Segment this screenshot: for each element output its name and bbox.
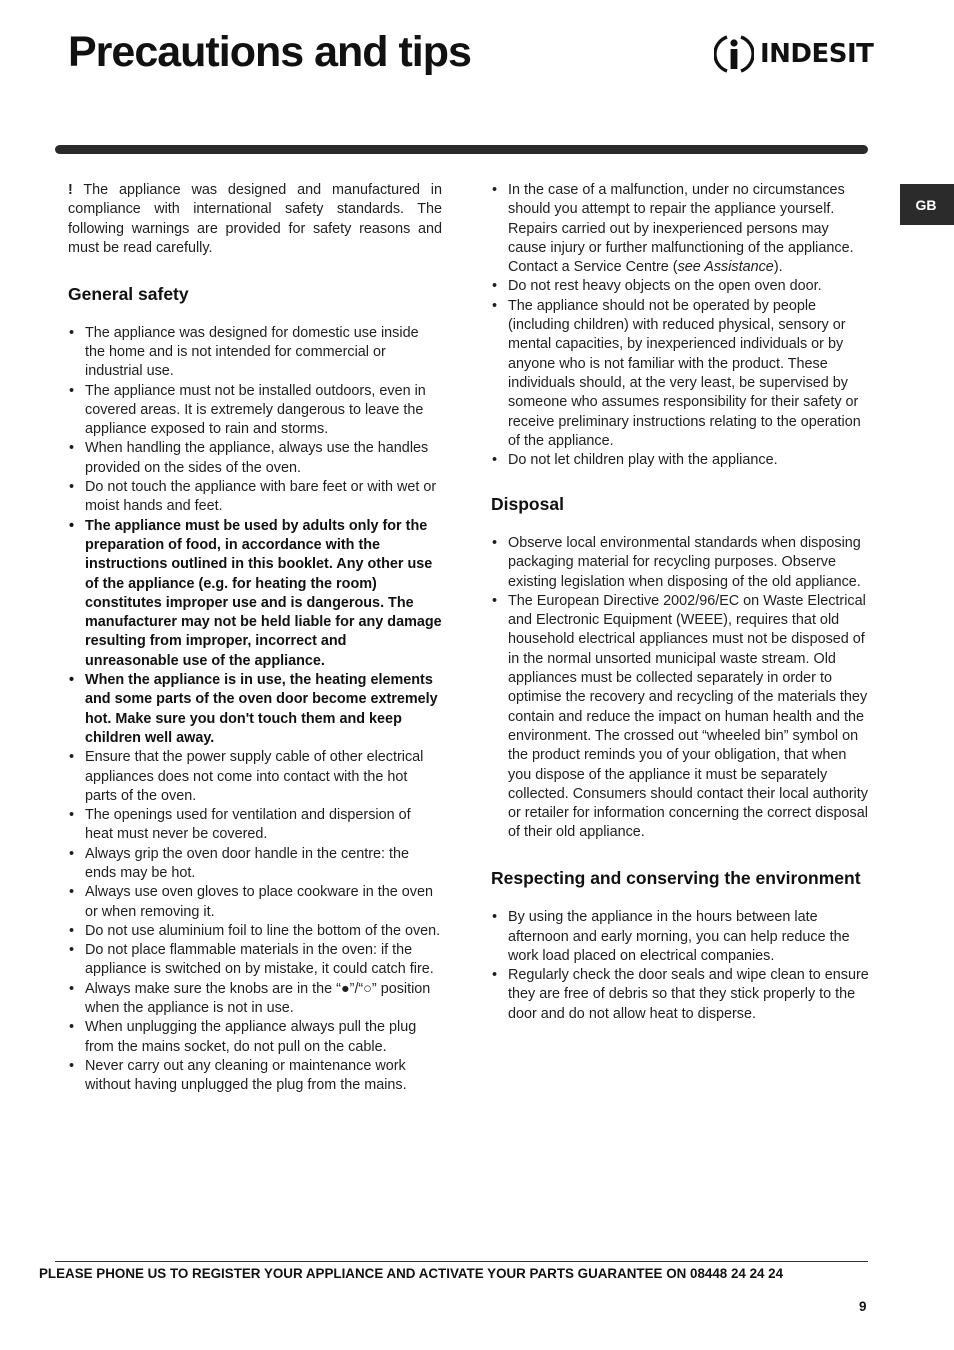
intro-paragraph (68, 181, 442, 258)
malfunction-text: In the case of a malfunction, under no circumstances should you attempt to repair the appliance yourself. Repairs carried out by inexperienced persons may cause injury or further malfunctioning of the appliance. Contact a Service Centre ( (508, 182, 854, 276)
header-divider (55, 145, 868, 154)
list-item: • Ensure that the power supply cable of other electrical appliances does not come into contact with the hot parts of the oven. (68, 748, 442, 806)
list-item: • Always make sure the knobs are in the “●”/“○” position when the appliance is not in use. (68, 980, 442, 1019)
page-number: 9 (859, 1299, 867, 1314)
list-item-bold: • The appliance must be used by adults only for the preparation of food, in accordance with the instructions outlined in this booklet. Any other use of the appliance (e.g. for heating the room) constitutes improper use and is dangerous. The manufacturer may not be held liable for any damage resulting from improper, incorrect and unreasonable use of the appliance. (68, 517, 442, 671)
list-item: • When handling the appliance, always use the handles provided on the sides of the oven. (68, 439, 442, 478)
right-column (491, 181, 869, 1024)
intro-text: The appliance was designed and manufactured in compliance with international safety standards. The following warnings are provided for safety reasons and must be read carefully. (68, 182, 442, 256)
warning-mark: ! (68, 182, 73, 198)
general-safety-list (68, 324, 442, 1096)
list-item: • Do not use aluminium foil to line the bottom of the oven. (68, 922, 442, 941)
list-item: • By using the appliance in the hours between late afternoon and early morning, you can help reduce the work load placed on electrical companies. (491, 908, 869, 966)
list-item: • The appliance was designed for domestic use inside the home and is not intended for commercial or industrial use. (68, 324, 442, 382)
list-item (491, 181, 869, 277)
malfunction-text-end: ). (773, 259, 783, 276)
language-tab: GB (900, 184, 954, 225)
list-item: • Always use oven gloves to place cookware in the oven or when removing it. (68, 883, 442, 922)
page-title: Precautions and tips (68, 28, 471, 76)
list-item-bold: • When the appliance is in use, the heating elements and some parts of the oven door become extremely hot. Make sure you don't touch them and keep children well away. (68, 671, 442, 748)
disposal-list (491, 534, 869, 843)
footer-guarantee-notice: PLEASE PHONE US TO REGISTER YOUR APPLIANCE AND ACTIVATE YOUR PARTS GUARANTEE ON 08448 24 24 24 (39, 1266, 784, 1281)
list-item: • The appliance should not be operated by people (including children) with reduced physical, sensory or mental capacities, by inexperienced individuals or by anyone who is not familiar with the product. These individuals should, at the very least, be supervised by someone who assumes responsibility for their safety or receive preliminary instructions relating to the operation of the appliance. (491, 297, 869, 451)
list-item: • When unplugging the appliance always pull the plug from the mains socket, do not pull on the cable. (68, 1018, 442, 1057)
footer-divider (55, 1261, 868, 1262)
section-heading-general-safety: General safety (68, 284, 189, 305)
list-item: • Do not let children play with the appliance. (491, 451, 869, 470)
assistance-reference: see Assistance (677, 259, 774, 276)
list-item: • The openings used for ventilation and dispersion of heat must never be covered. (68, 806, 442, 845)
left-column (68, 181, 442, 1096)
list-item: • Always grip the oven door handle in the centre: the ends may be hot. (68, 845, 442, 884)
general-safety-list-continued (491, 181, 869, 470)
list-item: • Regularly check the door seals and wipe clean to ensure they are free of debris so that they stick properly to the door and do not allow heat to disperse. (491, 966, 869, 1024)
environment-list (491, 908, 869, 1024)
list-item: • Do not rest heavy objects on the open oven door. (491, 277, 869, 296)
list-item: • The appliance must not be installed outdoors, even in covered areas. It is extremely dangerous to leave the appliance exposed to rain and storms. (68, 382, 442, 440)
list-item: • Observe local environmental standards when disposing packaging material for recycling purposes. Observe existing legislation when disposing of the old appliance. (491, 534, 869, 592)
brand-name: INDESIT (760, 39, 874, 69)
indesit-i-logo-icon (714, 33, 754, 75)
list-item: • Never carry out any cleaning or maintenance work without having unplugged the plug from the mains. (68, 1057, 442, 1096)
list-item: • Do not touch the appliance with bare feet or with wet or moist hands and feet. (68, 478, 442, 517)
section-heading-environment: Respecting and conserving the environment (491, 867, 861, 888)
list-item: • Do not place flammable materials in the oven: if the appliance is switched on by mistake, it could catch fire. (68, 941, 442, 980)
section-heading-disposal: Disposal (491, 494, 564, 515)
brand-logo (714, 32, 873, 76)
list-item: • The European Directive 2002/96/EC on Waste Electrical and Electronic Equipment (WEEE), requires that old household electrical appliances must not be disposed of in the normal unsorted municipal waste stream. Old appliances must be collected separately in order to optimise the recovery and recycling of the materials they contain and reduce the impact on human health and the environment. The crossed out “wheeled bin” symbol on the product reminds you of your obligation, that when you dispose of the appliance it must be separately collected. Consumers should contact their local authority or retailer for information concerning the correct disposal of their old appliance. (491, 592, 869, 843)
